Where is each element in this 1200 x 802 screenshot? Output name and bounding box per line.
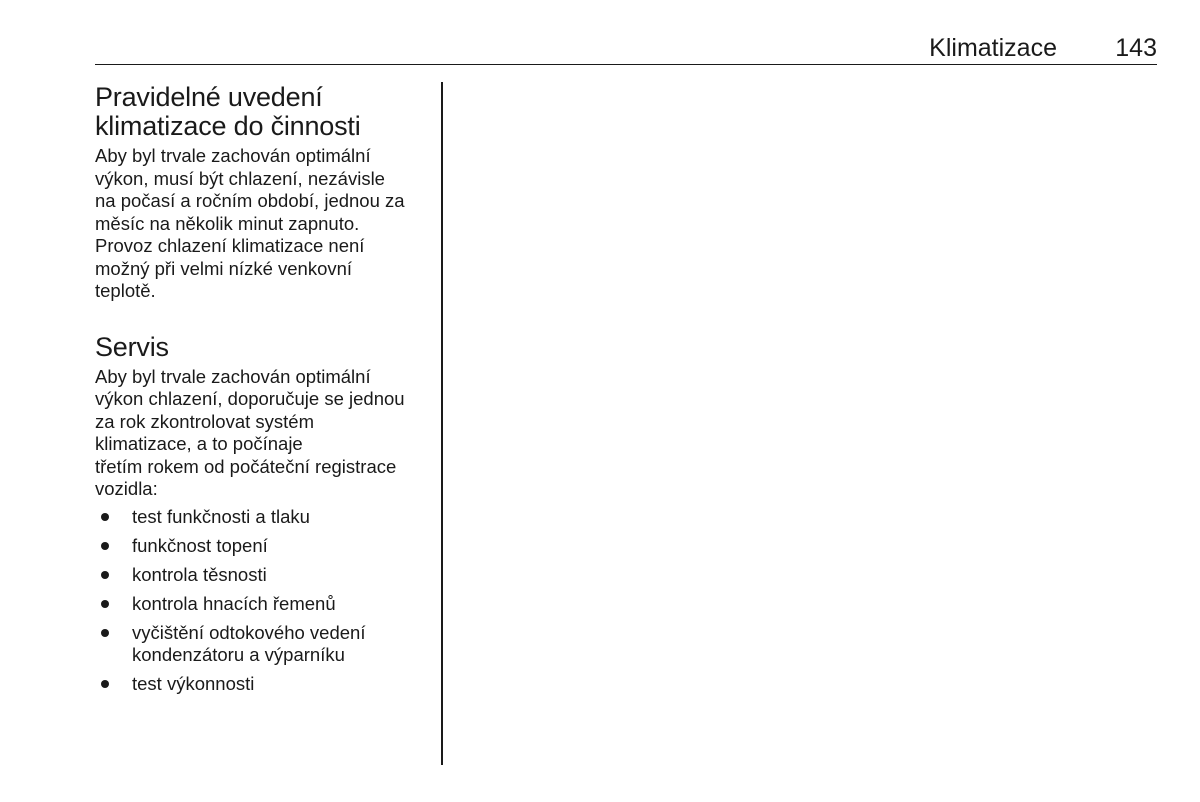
bullet-icon bbox=[101, 513, 109, 521]
list-item bbox=[95, 506, 430, 529]
list-item-text: funkčnost topení bbox=[132, 534, 268, 556]
list-item-text: vyčištění odtokového vedení kondenzátoru a výparníku bbox=[132, 621, 366, 665]
column-divider bbox=[441, 82, 443, 765]
bullet-icon bbox=[101, 571, 109, 579]
section-heading: Pravidelné uvedení klimatizace do činnosti bbox=[95, 82, 361, 141]
list-item-text: test funkčnosti a tlaku bbox=[132, 505, 310, 527]
bullet-icon bbox=[101, 600, 109, 608]
list-item bbox=[95, 622, 430, 667]
bullet-icon bbox=[101, 542, 109, 550]
paragraph: Aby byl trvale zachován optimální výkon chlazení, doporučuje se jednou za rok zkontrolovat systém klimatizace, a to počínaje třetím rokem od počáteční registrace vozidla: bbox=[95, 365, 405, 499]
list-item bbox=[95, 593, 430, 616]
left-column bbox=[95, 83, 430, 702]
list-item bbox=[95, 535, 430, 558]
section-heading: Servis bbox=[95, 331, 169, 362]
section-regular-operation bbox=[95, 83, 430, 303]
list-item-text: kontrola hnacích řemenů bbox=[132, 592, 336, 614]
page-number: 143 bbox=[1115, 34, 1157, 62]
paragraph: Aby byl trvale zachován optimální výkon, musí být chlazení, nezávisle na počasí a ročním období, jednou za měsíc na několik minut zapnuto. Provoz chlazení klimatizace není možný při velmi nízké venkovní teplotě. bbox=[95, 145, 405, 301]
chapter-title: Klimatizace bbox=[929, 34, 1057, 62]
bullet-icon bbox=[101, 680, 109, 688]
checklist bbox=[95, 506, 430, 696]
list-item bbox=[95, 564, 430, 587]
section-service bbox=[95, 333, 430, 696]
list-item bbox=[95, 673, 430, 696]
page-header bbox=[95, 30, 1157, 65]
list-item-text: test výkonnosti bbox=[132, 673, 255, 694]
bullet-icon bbox=[101, 629, 109, 637]
list-item-text: kontrola těsnosti bbox=[132, 563, 267, 585]
